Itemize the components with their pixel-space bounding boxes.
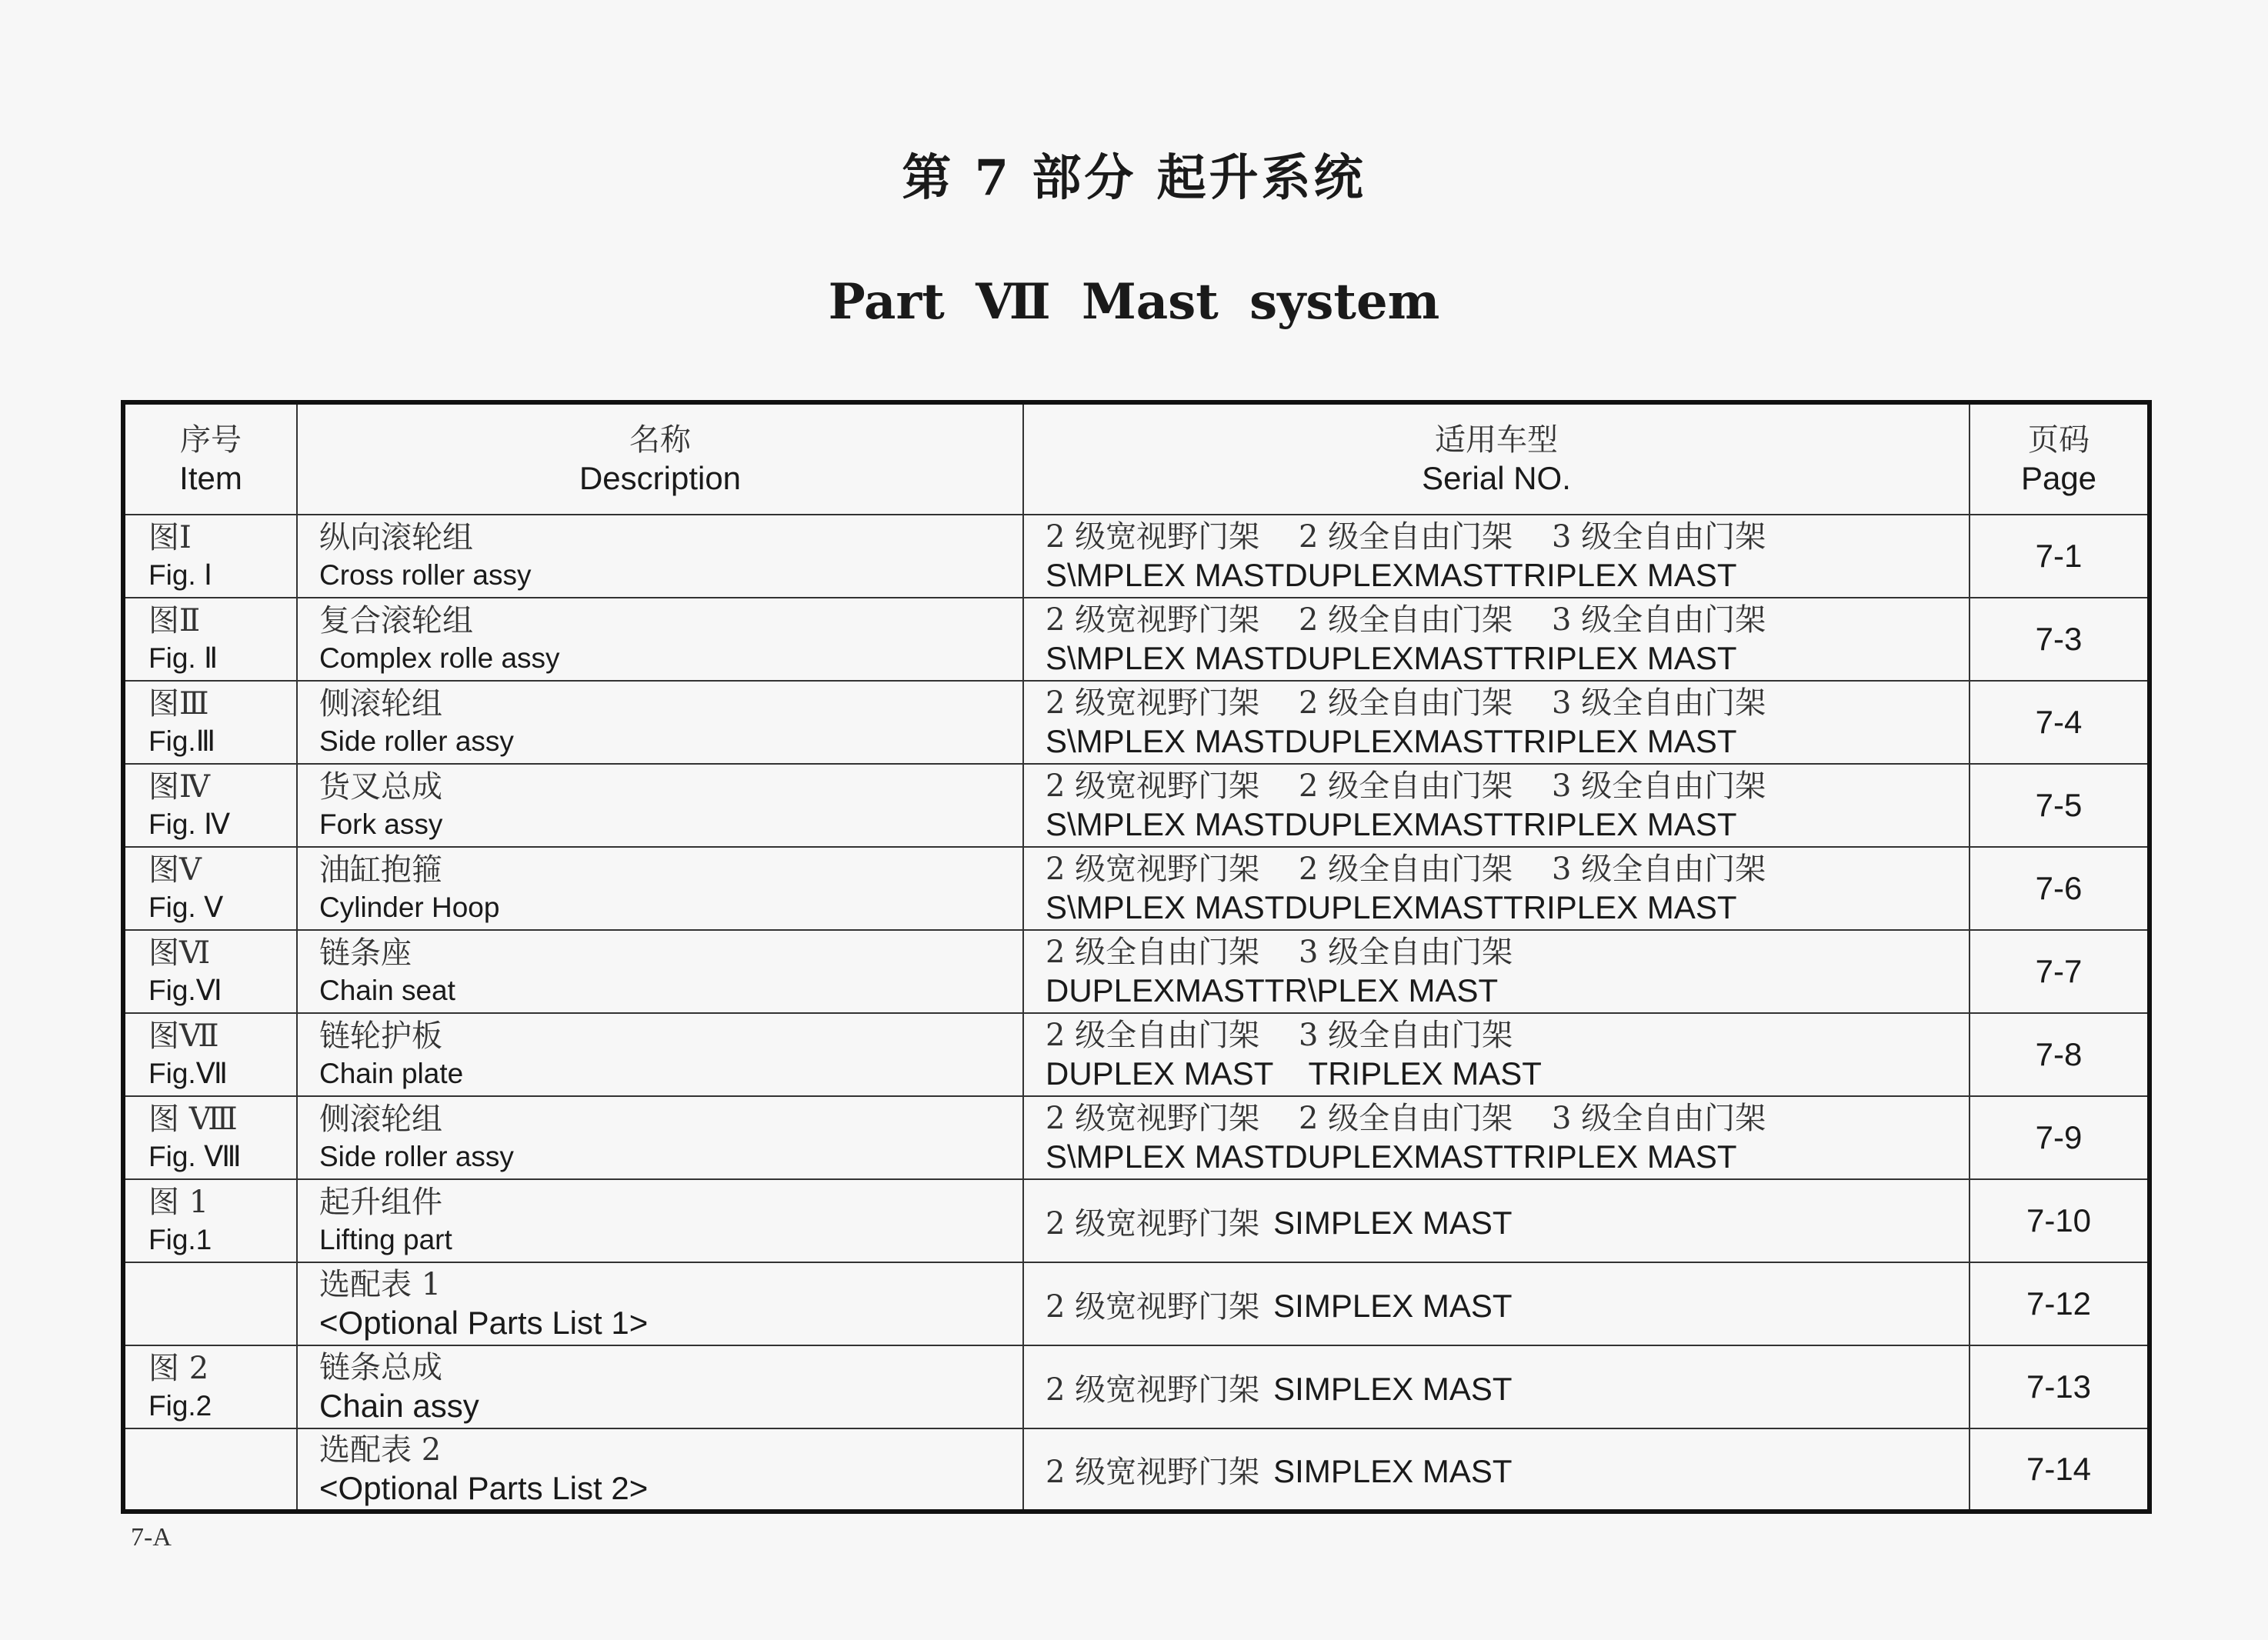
cell-page: [1969, 1179, 2150, 1262]
serial-cn: 2 级宽视野门架 2 级全自由门架 3 级全自由门架: [1046, 768, 1766, 804]
cell-item: [123, 1345, 297, 1428]
table-row: [123, 515, 2150, 598]
description-cn: 复合滚轮组: [319, 603, 473, 638]
parts-index-table: [121, 400, 2152, 1514]
page-number: 7-4: [2035, 704, 2083, 740]
page-number: 7-1: [2035, 538, 2083, 574]
description-cn: 链条座: [319, 935, 412, 971]
table-row: [123, 1345, 2150, 1428]
table-row: [123, 847, 2150, 930]
table-body: [123, 515, 2150, 1512]
cell-description: [297, 1262, 1023, 1345]
item-cn: 图Ⅳ: [148, 769, 210, 805]
cell-item: [123, 1262, 297, 1345]
serial-en: SIMPLEX MAST: [1273, 1370, 1513, 1407]
cell-description: [297, 598, 1023, 681]
item-en: Fig. Ⅴ: [148, 892, 224, 923]
cell-description: [297, 764, 1023, 847]
header-serial: [1023, 402, 1969, 515]
cell-description: [297, 847, 1023, 930]
item-cn: 图Ⅱ: [148, 603, 201, 638]
header-description: [297, 402, 1023, 515]
item-en: Fig.2: [148, 1390, 212, 1422]
cell-description: [297, 1013, 1023, 1096]
description-cn: 货叉总成: [319, 769, 442, 805]
serial-cn: 2 级全自由门架 3 级全自由门架: [1046, 935, 1513, 970]
header-description-en: Description: [579, 460, 742, 496]
serial-en: S\MPLEX MASTDUPLEXMASTTRIPLEX MAST: [1046, 723, 1737, 759]
cell-serial: [1023, 764, 1969, 847]
cell-item: [123, 847, 297, 930]
cell-page: [1969, 598, 2150, 681]
header-item: [123, 402, 297, 515]
serial-cn: 2 级宽视野门架: [1046, 1454, 1260, 1490]
serial-line: [1046, 1282, 1969, 1326]
cell-serial: [1023, 1262, 1969, 1345]
description-cn: 侧滚轮组: [319, 1102, 442, 1137]
serial-cn: 2 级宽视野门架: [1046, 1372, 1260, 1408]
description-en: Side roller assy: [319, 725, 514, 757]
description-en: <Optional Parts List 1>: [319, 1305, 649, 1341]
serial-en: S\MPLEX MASTDUPLEXMASTTRIPLEX MAST: [1046, 889, 1737, 925]
cell-description: [297, 1179, 1023, 1262]
item-cn: 图Ⅲ: [148, 686, 209, 722]
description-en: Cylinder Hoop: [319, 892, 500, 923]
table-row: [123, 1179, 2150, 1262]
serial-line: [1046, 1365, 1969, 1409]
cell-description: [297, 681, 1023, 764]
serial-en: DUPLEX MAST TRIPLEX MAST: [1046, 1055, 1542, 1092]
cell-description: [297, 930, 1023, 1013]
serial-en: SIMPLEX MAST: [1273, 1452, 1513, 1489]
cell-page: [1969, 1262, 2150, 1345]
cell-page: [1969, 764, 2150, 847]
table-row: [123, 764, 2150, 847]
header-description-cn: 名称: [629, 422, 691, 458]
cell-item: [123, 1428, 297, 1512]
serial-cn: 2 级全自由门架 3 级全自由门架: [1046, 1018, 1513, 1053]
table-row: [123, 681, 2150, 764]
header-page-cn: 页码: [2028, 422, 2090, 458]
cell-serial: [1023, 598, 1969, 681]
cell-item: [123, 598, 297, 681]
page-number: 7-3: [2035, 621, 2083, 657]
table-header: [123, 402, 2150, 515]
item-en: Fig.Ⅶ: [148, 1058, 228, 1089]
item-en: Fig.Ⅵ: [148, 975, 222, 1006]
cell-description: [297, 1345, 1023, 1428]
table-row: [123, 930, 2150, 1013]
item-en: Fig. Ⅷ: [148, 1141, 242, 1172]
item-cn: 图Ⅰ: [148, 520, 192, 555]
item-en: Fig.Ⅲ: [148, 725, 216, 757]
cell-serial: [1023, 847, 1969, 930]
table-row: [123, 1096, 2150, 1179]
cell-serial: [1023, 1013, 1969, 1096]
cell-item: [123, 1013, 297, 1096]
serial-en: SIMPLEX MAST: [1273, 1287, 1513, 1324]
cell-page: [1969, 847, 2150, 930]
cell-item: [123, 1096, 297, 1179]
cell-serial: [1023, 515, 1969, 598]
header-serial-cn: 适用车型: [1435, 422, 1558, 458]
header-item-cn: 序号: [180, 422, 242, 458]
description-en: Side roller assy: [319, 1141, 514, 1172]
cell-item: [123, 930, 297, 1013]
description-cn: 起升组件: [319, 1185, 442, 1220]
serial-cn: 2 级宽视野门架: [1046, 1205, 1260, 1242]
description-en: Chain plate: [319, 1058, 464, 1089]
table-row: [123, 1262, 2150, 1345]
cell-serial: [1023, 1179, 1969, 1262]
cell-page: [1969, 1096, 2150, 1179]
cell-page: [1969, 1345, 2150, 1428]
page-number: 7-7: [2035, 953, 2083, 989]
item-cn: 图 1: [148, 1185, 209, 1220]
description-en: Lifting part: [319, 1224, 452, 1255]
description-en: Fork assy: [319, 808, 443, 840]
header-serial-en: Serial NO.: [1422, 460, 1571, 496]
cell-item: [123, 515, 297, 598]
page-title-chinese: 第 7 部分 起升系统: [902, 149, 1366, 207]
serial-en: S\MPLEX MASTDUPLEXMASTTRIPLEX MAST: [1046, 557, 1737, 593]
cell-serial: [1023, 1345, 1969, 1428]
serial-en: S\MPLEX MASTDUPLEXMASTTRIPLEX MAST: [1046, 1138, 1737, 1175]
header-page: [1969, 402, 2150, 515]
serial-cn: 2 级宽视野门架 2 级全自由门架 3 级全自由门架: [1046, 852, 1766, 887]
description-cn: 侧滚轮组: [319, 686, 442, 722]
description-cn: 油缸抱箍: [319, 852, 442, 888]
header-item-en: Item: [179, 460, 242, 496]
description-cn: 选配表 2: [319, 1432, 442, 1468]
description-en: <Optional Parts List 2>: [319, 1470, 649, 1506]
page-number: 7-12: [2026, 1285, 2092, 1322]
item-cn: 图 2: [148, 1351, 209, 1386]
description-cn: 纵向滚轮组: [319, 520, 473, 555]
serial-line: [1046, 1448, 1969, 1492]
header-page-en: Page: [2020, 460, 2097, 496]
item-cn: 图Ⅶ: [148, 1018, 219, 1054]
page-number: 7-14: [2026, 1451, 2092, 1487]
page-number: 7-10: [2026, 1202, 2092, 1238]
description-en: Cross roller assy: [319, 559, 532, 591]
serial-en: SIMPLEX MAST: [1273, 1204, 1513, 1241]
page-title-english: Part Ⅶ Mast system: [828, 273, 1440, 331]
description-en: Chain seat: [319, 975, 455, 1006]
cell-description: [297, 515, 1023, 598]
serial-cn: 2 级宽视野门架 2 级全自由门架 3 级全自由门架: [1046, 519, 1766, 555]
cell-item: [123, 764, 297, 847]
item-cn: 图 Ⅷ: [148, 1102, 238, 1137]
page-number: 7-5: [2035, 787, 2083, 823]
page-number: 7-9: [2035, 1119, 2083, 1155]
description-en: Chain assy: [319, 1388, 479, 1424]
serial-en: S\MPLEX MASTDUPLEXMASTTRIPLEX MAST: [1046, 640, 1737, 676]
cell-description: [297, 1096, 1023, 1179]
item-cn: 图Ⅴ: [148, 852, 202, 888]
table-row: [123, 1428, 2150, 1512]
item-en: Fig. Ⅳ: [148, 808, 231, 840]
cell-page: [1969, 681, 2150, 764]
cell-page: [1969, 1428, 2150, 1512]
cell-description: [297, 1428, 1023, 1512]
description-cn: 选配表 1: [319, 1267, 442, 1302]
serial-en: S\MPLEX MASTDUPLEXMASTTRIPLEX MAST: [1046, 806, 1737, 842]
serial-cn: 2 级宽视野门架 2 级全自由门架 3 级全自由门架: [1046, 602, 1766, 638]
table-row: [123, 598, 2150, 681]
table-row: [123, 1013, 2150, 1096]
serial-en: DUPLEXMASTTR\PLEX MAST: [1046, 972, 1499, 1008]
serial-cn: 2 级宽视野门架 2 级全自由门架 3 级全自由门架: [1046, 1101, 1766, 1136]
item-en: Fig.1: [148, 1224, 212, 1255]
cell-serial: [1023, 1096, 1969, 1179]
item-en: Fig. Ⅱ: [148, 642, 218, 674]
cell-serial: [1023, 930, 1969, 1013]
serial-cn: 2 级宽视野门架 2 级全自由门架 3 级全自由门架: [1046, 685, 1766, 721]
item-en: Fig. Ⅰ: [148, 559, 212, 591]
item-cn: 图Ⅵ: [148, 935, 211, 971]
cell-serial: [1023, 1428, 1969, 1512]
page-number: 7-6: [2035, 870, 2083, 906]
description-en: Complex rolle assy: [319, 642, 560, 674]
description-cn: 链条总成: [319, 1350, 442, 1385]
page-footer-code: 7-A: [131, 1523, 172, 1552]
cell-item: [123, 1179, 297, 1262]
page-number: 7-13: [2026, 1368, 2092, 1405]
cell-page: [1969, 515, 2150, 598]
description-cn: 链轮护板: [319, 1018, 442, 1054]
cell-item: [123, 681, 297, 764]
page-number: 7-8: [2035, 1036, 2083, 1072]
cell-page: [1969, 930, 2150, 1013]
cell-serial: [1023, 681, 1969, 764]
serial-cn: 2 级宽视野门架: [1046, 1288, 1260, 1325]
serial-line: [1046, 1199, 1969, 1243]
cell-page: [1969, 1013, 2150, 1096]
